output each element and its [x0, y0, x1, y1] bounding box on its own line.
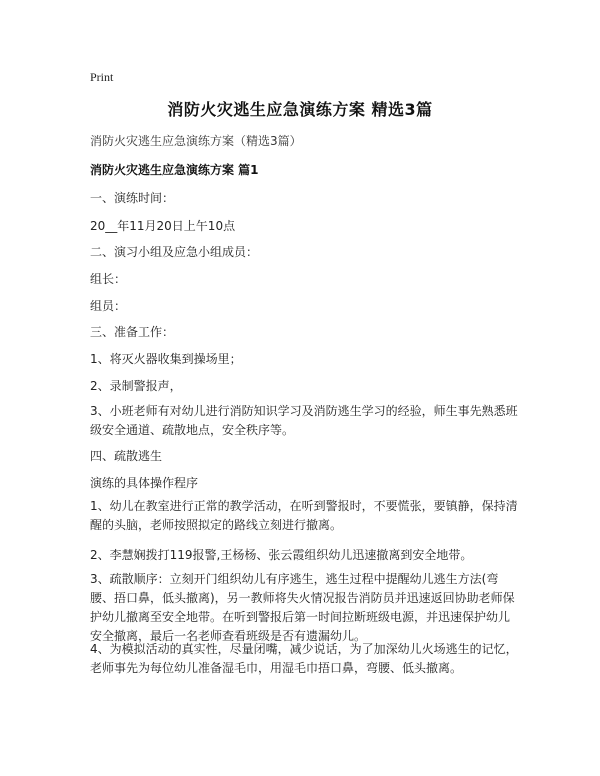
prep-item-2: 2、录制警报声， [90, 379, 182, 393]
drill-time-heading: 一、演练时间： [90, 191, 175, 205]
preparation-heading: 三、准备工作： [90, 325, 175, 339]
prep-item-3: 3、小班老师有对幼儿进行消防知识学习及消防逃生学习的经验，师生事先熟悉班级安全通道、疏散地点，安全秩序等。 [90, 404, 518, 437]
procedure-step-3: 3、疏散顺序：立刻开门组织幼儿有序逃生，逃生过程中提醒幼儿逃生方法(弯腰、捂口鼻，低头撤离)，另一教师将失火情况报告消防员并迅速返回协助老师保护幼儿撤离至安全地带。在听到警报后第一时间拉断班级电源，并迅速保护幼儿安全撤离，最后一名老师查看班级是否有遗漏幼儿。 [90, 572, 515, 643]
team-leader-label: 组长： [90, 272, 127, 286]
team-members-label: 组员： [90, 299, 127, 313]
evacuation-heading: 四、疏散逃生 [90, 449, 163, 463]
prep-item-1: 1、将灭火器收集到操场里； [90, 352, 242, 366]
drill-time-value: 20__年11月20日上午10点 [90, 219, 236, 233]
procedure-step-2: 2、李慧娴拨打119报警,王杨杨、张云霞组织幼儿迅速撤离到安全地带。 [90, 548, 473, 562]
document-title: 消防火灾逃生应急演练方案 精选3篇 [167, 100, 433, 119]
procedure-heading: 演练的具体操作程序 [90, 476, 199, 490]
procedure-step-4: 4、为模拟活动的真实性，尽量闭嘴，减少说话，为了加深幼儿火场逃生的记忆，老师事先为每位幼儿准备湿毛巾，用湿毛巾捂口鼻，弯腰、低头撤离。 [90, 642, 518, 675]
document-subtitle: 消防火灾逃生应急演练方案（精选3篇） [90, 134, 302, 148]
section-heading: 消防火灾逃生应急演练方案 篇1 [90, 163, 259, 177]
procedure-step-1: 1、幼儿在教室进行正常的教学活动，在听到警报时，不要慌张，要镇静，保持清醒的头脑，老师按照拟定的路线立刻进行撤离。 [90, 499, 518, 532]
team-members-heading: 二、演习小组及应急小组成员： [90, 245, 259, 259]
print-label: Print [90, 70, 114, 84]
